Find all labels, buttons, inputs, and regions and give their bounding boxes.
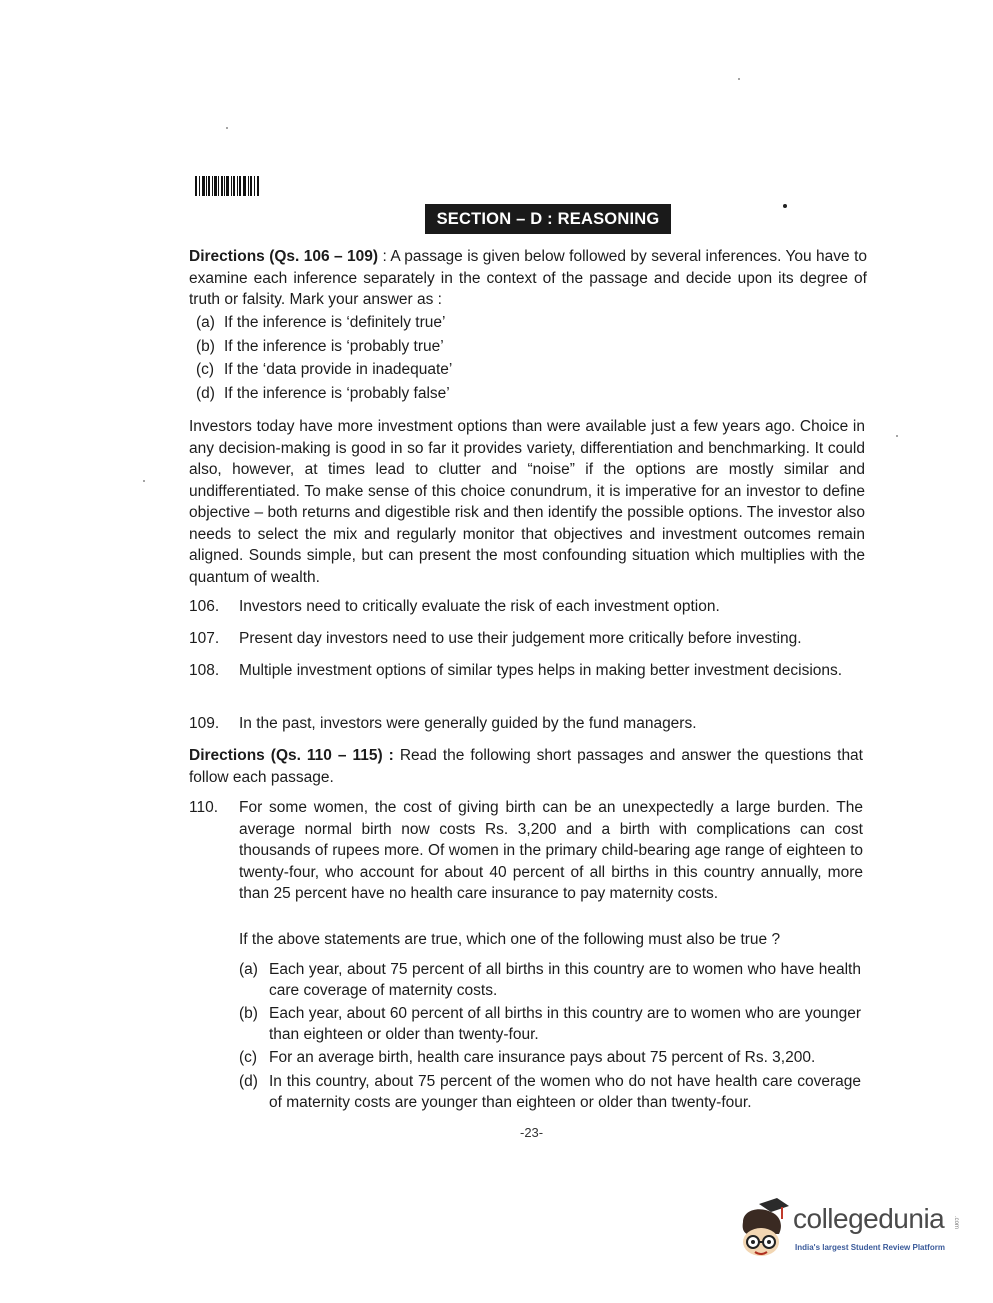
passage: Investors today have more investment options than were available just a few years ago. Choice in any decision-making is good in so far it provides variety, differentiation and benchmarking. It could also, however, at times lead to clutter and “noise” if the options are mostly similar and undifferentiated. To make sense of this choice conundrum, it is imperative for an investor to define objective – both returns and digestible risk and then identify the possible options. The investor also needs to select the mix and regularly monitor that objectives and investment outcomes remain aligned. Sounds simple, but can present the most confounding situation which multiplies with the quantum of wealth.: [189, 418, 865, 586]
choice-text: In this country, about 75 percent of the women who do not have health care coverage of maternity costs are younger than eighteen or older than twenty-four.: [269, 1073, 861, 1111]
directions-2-label: Directions (Qs. 110 – 115) :: [189, 747, 394, 764]
directions-1-text: : A passage is given below followed by several inferences. You have to examine each inference separately in the context of the passage and decide upon its degree of truth or falsity. Mark your answer as :: [189, 248, 867, 308]
collegedunia-logo[interactable]: [737, 1196, 962, 1268]
ink-dot: [783, 204, 787, 208]
ink-speck: [143, 480, 145, 482]
question-number: 107.: [189, 630, 220, 647]
page-number: -23-: [520, 1125, 544, 1140]
choice-label: (d): [239, 1073, 258, 1090]
question-107: [189, 628, 863, 650]
option-text: If the inference is ‘definitely true’: [224, 314, 446, 331]
directions-1: [189, 246, 867, 311]
option-a: [196, 313, 445, 333]
logo-name: collegedunia: [793, 1203, 945, 1234]
ink-speck: [738, 78, 740, 80]
logo-tagline: India's largest Student Review Platform: [795, 1243, 945, 1252]
logo-suffix: .com: [953, 1216, 959, 1230]
option-label: (a): [196, 314, 215, 331]
question-text: Present day investors need to use their judgement more critically before investing.: [239, 630, 802, 647]
question-number: 106.: [189, 598, 220, 615]
option-label: (b): [196, 338, 215, 355]
choice-label: (a): [239, 961, 258, 978]
question-text: For some women, the cost of giving birth can be an unexpectedly a large burden. The average normal birth now costs Rs. 3,200 and a birth with complications can cost thousands of rupees more. Of women in the primary child-bearing age range of eighteen to twenty-four, who account for about 40 percent of all births in this country annually, more than 25 percent have no health care insurance to pay maternity costs.: [239, 799, 863, 902]
choice-label: (b): [239, 1005, 258, 1022]
choice-label: (c): [239, 1049, 258, 1066]
directions-2: [189, 745, 863, 788]
choice-text: Each year, about 60 percent of all births in this country are to women who are younger than eighteen or older than twenty-four.: [269, 1005, 861, 1043]
question-110-prompt-row: [189, 929, 863, 951]
ink-speck: [226, 127, 228, 129]
ink-speck: [896, 435, 898, 437]
question-number: 108.: [189, 662, 220, 679]
option-b: [196, 337, 444, 357]
question-109: [189, 713, 863, 735]
question-text: Investors need to critically evaluate the risk of each investment option.: [239, 598, 720, 615]
choice-d: [239, 1071, 861, 1113]
question-110: [189, 797, 863, 905]
choice-text: For an average birth, health care insurance pays about 75 percent of Rs. 3,200.: [269, 1049, 816, 1066]
section-title: SECTION – D : REASONING: [425, 204, 671, 234]
question-prompt: If the above statements are true, which one of the following must also be true ?: [239, 931, 781, 948]
directions-2-text: Read the following short passages and answer the questions that follow each passage.: [189, 747, 863, 786]
option-d: [196, 384, 450, 404]
choice-a: [239, 959, 861, 1001]
choice-text: Each year, about 75 percent of all births in this country are to women who have health care coverage of maternity costs.: [269, 961, 861, 999]
option-label: (d): [196, 385, 215, 402]
directions-1-label: Directions (Qs. 106 – 109): [189, 248, 379, 265]
option-text: If the inference is ‘probably false’: [224, 385, 450, 402]
question-106: [189, 596, 863, 618]
option-text: If the inference is ‘probably true’: [224, 338, 444, 355]
option-label: (c): [196, 361, 215, 378]
mascot-icon: [737, 1198, 791, 1260]
option-c: [196, 360, 452, 380]
question-number: 109.: [189, 715, 220, 732]
choice-c: [239, 1047, 861, 1068]
choice-b: [239, 1003, 861, 1045]
option-text: If the ‘data provide in inadequate’: [224, 361, 453, 378]
question-number: 110.: [189, 799, 219, 816]
question-108: [189, 660, 863, 682]
barcode-icon: [195, 176, 261, 196]
question-text: In the past, investors were generally guided by the fund managers.: [239, 715, 697, 732]
question-text: Multiple investment options of similar types helps in making better investment decisions.: [239, 662, 843, 679]
